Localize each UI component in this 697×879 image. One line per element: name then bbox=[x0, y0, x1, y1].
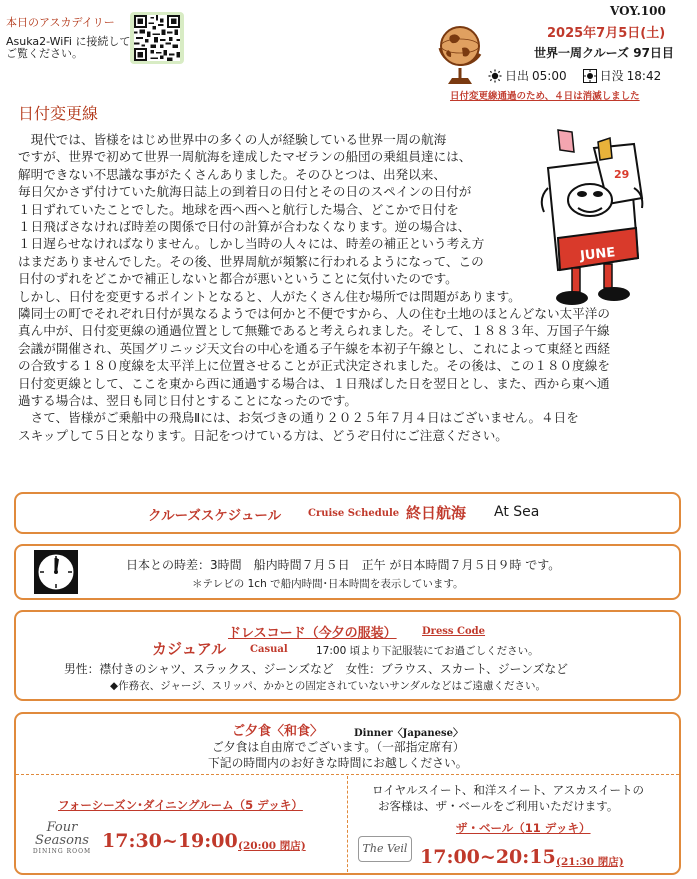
article-line: １日遅らせなければなりません。しかし当時の人々には、時差の補正という考え方 bbox=[18, 236, 485, 252]
sunset-label: 日没 bbox=[599, 69, 624, 83]
article-line: 毎日欠かさず付けていた航海日誌上の到着日の日付とその日のスペインの日付が bbox=[18, 184, 472, 200]
dinner-box bbox=[14, 712, 681, 875]
date-skip-note: 日付変更線通過のため、４日は消滅しました bbox=[450, 91, 640, 102]
article-line: ですが、世界で初めて世界一周航海を達成したマゼランの船団の乗組員達には、 bbox=[18, 149, 472, 165]
veil-name: ザ・ベール（11 デッキ） bbox=[456, 821, 591, 835]
wifi-title: 本日のアスカデイリー bbox=[6, 16, 115, 29]
article-line: １日飛ばさなければ時差の関係で日付の計算が合わなくなります。逆の場合は、 bbox=[18, 219, 471, 234]
wifi-instruction-line2: ご覧ください。 bbox=[6, 47, 83, 60]
cruise-day: 世界一周クルーズ 97日目 bbox=[534, 46, 674, 60]
sunrise-time: 05:00 bbox=[532, 68, 567, 83]
article-title: 日付変更線 bbox=[18, 104, 99, 123]
veil-logo: The Veil bbox=[358, 836, 412, 862]
globe-icon bbox=[432, 18, 488, 90]
article-line: さて、皆様がご乗船中の飛鳥Ⅱには、お気づきの通り２０２５年７月４日はございません。４日を bbox=[18, 410, 579, 426]
dinner-title: ご夕食〈和食〉 bbox=[232, 724, 324, 739]
calendar-month: JUNE bbox=[579, 245, 617, 264]
schedule-value: 終日航海 bbox=[406, 504, 467, 522]
dinner-divider-horizontal bbox=[16, 774, 679, 775]
calendar-mascot-illustration bbox=[538, 128, 654, 310]
sunset-time: 18:42 bbox=[626, 68, 662, 83]
dress-code-guideline: 男性：襟付きのシャツ、スラックス、ジーンズなど 女性：ブラウス、スカート、ジーンズなど bbox=[64, 662, 568, 676]
dress-code-time-note: 17:00 頃より下記服装にてお過ごしください。 bbox=[316, 645, 539, 657]
tv-channel-note: ＊テレビの 1ch で船内時間･日本時間を表示しています。 bbox=[192, 578, 464, 590]
veil-eligibility-line1: ロイヤルスイート、和洋スイート、アスカスイートの bbox=[372, 783, 644, 797]
article-line: 真ん中が、日付変更線の通過位置として無難であると考えられました。そして、１８８３年、万国子午線 bbox=[18, 323, 610, 339]
four-seasons-name: フォーシーズン･ダイニングルーム（5 デッキ） bbox=[58, 798, 303, 812]
time-difference-box bbox=[14, 544, 681, 600]
sunrise-label: 日出 bbox=[505, 69, 530, 83]
sun-times bbox=[488, 67, 661, 84]
dinner-divider-vertical bbox=[347, 776, 348, 872]
schedule-label: クルーズスケジュール bbox=[148, 508, 282, 524]
cruise-schedule-box bbox=[14, 492, 681, 534]
article-line: 会議が開催され、英国グリニッジ天文台の中心を通る子午線を本初子午線とし、これによって東経と西経 bbox=[18, 340, 610, 356]
qr-code-icon[interactable] bbox=[130, 12, 184, 64]
article-line: はまだありませんでした。その後、世界周航が頻繁に行われるようになって、この bbox=[18, 253, 484, 269]
dinner-time-note: 下記の時間内のお好きな時間にお越しください。 bbox=[208, 756, 468, 770]
article-line: 現代では、皆様をはじめ世界中の多くの人が経験している世界一周の航海 bbox=[18, 132, 447, 147]
four-seasons-logo: Four Seasons DINING ROOM bbox=[32, 820, 92, 855]
article-line: １日ずれていたことでした。地球を西へ西へと航行した場合、どこかで日付を bbox=[18, 201, 459, 217]
clock-icon bbox=[34, 550, 78, 594]
time-difference-text: 日本との時差：3時間 船内時間７月５日 正午 が日本時間７月５日９時 です。 bbox=[126, 558, 561, 572]
four-seasons-time: 17:30~19:00 bbox=[102, 830, 238, 852]
article-line: 日付変更線として、ここを東から西に通過する場合は、１日飛ばした日を翌日とし、また、西から東へ通 bbox=[18, 375, 610, 391]
article-line: 解明できない不思議な事がたくさんありました。そのひとつは、出発以来、 bbox=[18, 166, 446, 182]
article-line: 過する場合は、翌日も同じ日付とすることになったのです。 bbox=[18, 393, 358, 408]
schedule-value-en: At Sea bbox=[494, 504, 540, 520]
article-line: 日付のずれをどこかで補正しないと都合が悪いということに気付いたのです。 bbox=[18, 271, 458, 287]
dinner-title-en: Dinner〈Japanese〉 bbox=[354, 728, 463, 739]
dress-code-restriction: ◆作務衣、ジャージ、スリッパ、かかとの固定されていないサンダルなどはご遠慮ください。 bbox=[110, 680, 546, 692]
article-line: の合致する１８０度線を太平洋上に位置させることが正式決定されました。その後は、この１８０度線を bbox=[18, 358, 610, 374]
sunset-icon bbox=[583, 69, 597, 83]
dress-code-box bbox=[14, 610, 681, 701]
veil-eligibility-line2: お客様は、ザ・ベールをご利用いただけます。 bbox=[378, 799, 619, 813]
issue-date: 2025年7月5日(土) bbox=[547, 26, 666, 41]
four-seasons-close: (20:00 閉店) bbox=[238, 840, 306, 852]
calendar-day: 29 bbox=[614, 168, 630, 181]
dinner-seating-note: ご夕食は自由席でございます。（一部指定席有） bbox=[212, 740, 465, 754]
article-line: しかし、日付を変更するポイントとなると、人がたくさん住む場所では問題があります。 bbox=[18, 288, 521, 304]
article-line: スキップして５日となります。日記をつけている方は、どうぞ日付にご注意ください。 bbox=[18, 427, 508, 443]
dress-code-title: ドレスコード（今夕の服装） bbox=[228, 626, 397, 641]
dress-code-title-en: Dress Code bbox=[422, 626, 486, 637]
veil-time: 17:00~20:15 bbox=[420, 846, 556, 868]
schedule-label-en: Cruise Schedule bbox=[308, 508, 400, 519]
veil-close: (21:30 閉店) bbox=[556, 856, 624, 868]
sunrise-icon bbox=[488, 69, 502, 83]
dress-code-type-en: Casual bbox=[250, 644, 288, 655]
article-line: 隣同士の町でそれぞれ日付が異なるようでは何かと不便ですから、人の住む土地のほとんどない太平洋の bbox=[18, 306, 610, 321]
voyage-number: VOY.100 bbox=[610, 4, 666, 18]
wifi-instruction-line1: Asuka2-WiFi に接続して bbox=[6, 35, 131, 48]
dress-code-type: カジュアル bbox=[152, 640, 227, 658]
